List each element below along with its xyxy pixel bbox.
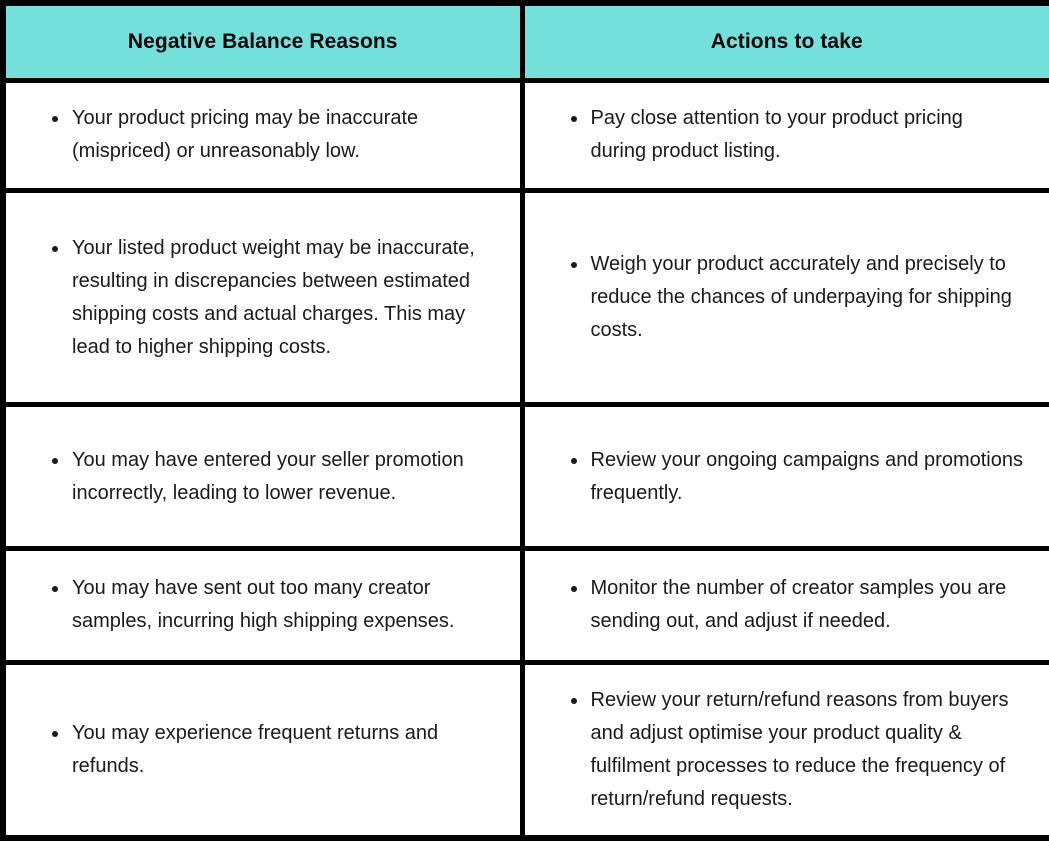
bullet-list (6, 102, 494, 168)
table-row (3, 662, 1049, 838)
action-cell (522, 191, 1049, 405)
reason-cell (3, 662, 522, 838)
bullet-list (525, 572, 1024, 638)
table-row (3, 405, 1049, 549)
action-text: • Review your return/refund reasons from buyers and adjust optimise your product quality & fulfilment processes to reduce the frequency of return/refund requests. (589, 684, 1024, 816)
bullet-list (6, 444, 494, 510)
bullet-list (6, 232, 494, 364)
bullet-list (525, 684, 1024, 816)
bullet-list (6, 572, 494, 638)
bullet-list (525, 102, 1024, 168)
reason-cell (3, 191, 522, 405)
bullet-list (525, 248, 1024, 347)
reason-text: • Your product pricing may be inaccurate (mispriced) or unreasonably low. (70, 102, 494, 168)
reason-text: • You may experience frequent returns and refunds. (70, 717, 494, 783)
action-text: • Review your ongoing campaigns and promotions frequently. (589, 444, 1024, 510)
table-row (3, 80, 1049, 191)
reason-cell (3, 548, 522, 662)
action-text: • Weigh your product accurately and precisely to reduce the chances of underpaying for shipping costs. (589, 248, 1024, 347)
reason-text: • Your listed product weight may be inaccurate, resulting in discrepancies between estimated shipping costs and actual charges. This may lead to higher shipping costs. (70, 232, 494, 364)
action-cell (522, 405, 1049, 549)
table-row (3, 191, 1049, 405)
column-header-actions-to-take: Actions to take (522, 3, 1049, 80)
reason-text: • You may have entered your seller promotion incorrectly, leading to lower revenue. (70, 444, 494, 510)
bullet-list (6, 717, 494, 783)
bullet-list (525, 444, 1024, 510)
reason-cell (3, 405, 522, 549)
reason-text: • You may have sent out too many creator samples, incurring high shipping expenses. (70, 572, 494, 638)
reason-cell (3, 80, 522, 191)
action-cell (522, 80, 1049, 191)
table-header-row (3, 3, 1049, 80)
action-text: • Monitor the number of creator samples you are sending out, and adjust if needed. (589, 572, 1024, 638)
action-cell (522, 662, 1049, 838)
table-row (3, 548, 1049, 662)
action-text: • Pay close attention to your product pricing during product listing. (589, 102, 1024, 168)
action-cell (522, 548, 1049, 662)
column-header-negative-balance-reasons: Negative Balance Reasons (3, 3, 522, 80)
